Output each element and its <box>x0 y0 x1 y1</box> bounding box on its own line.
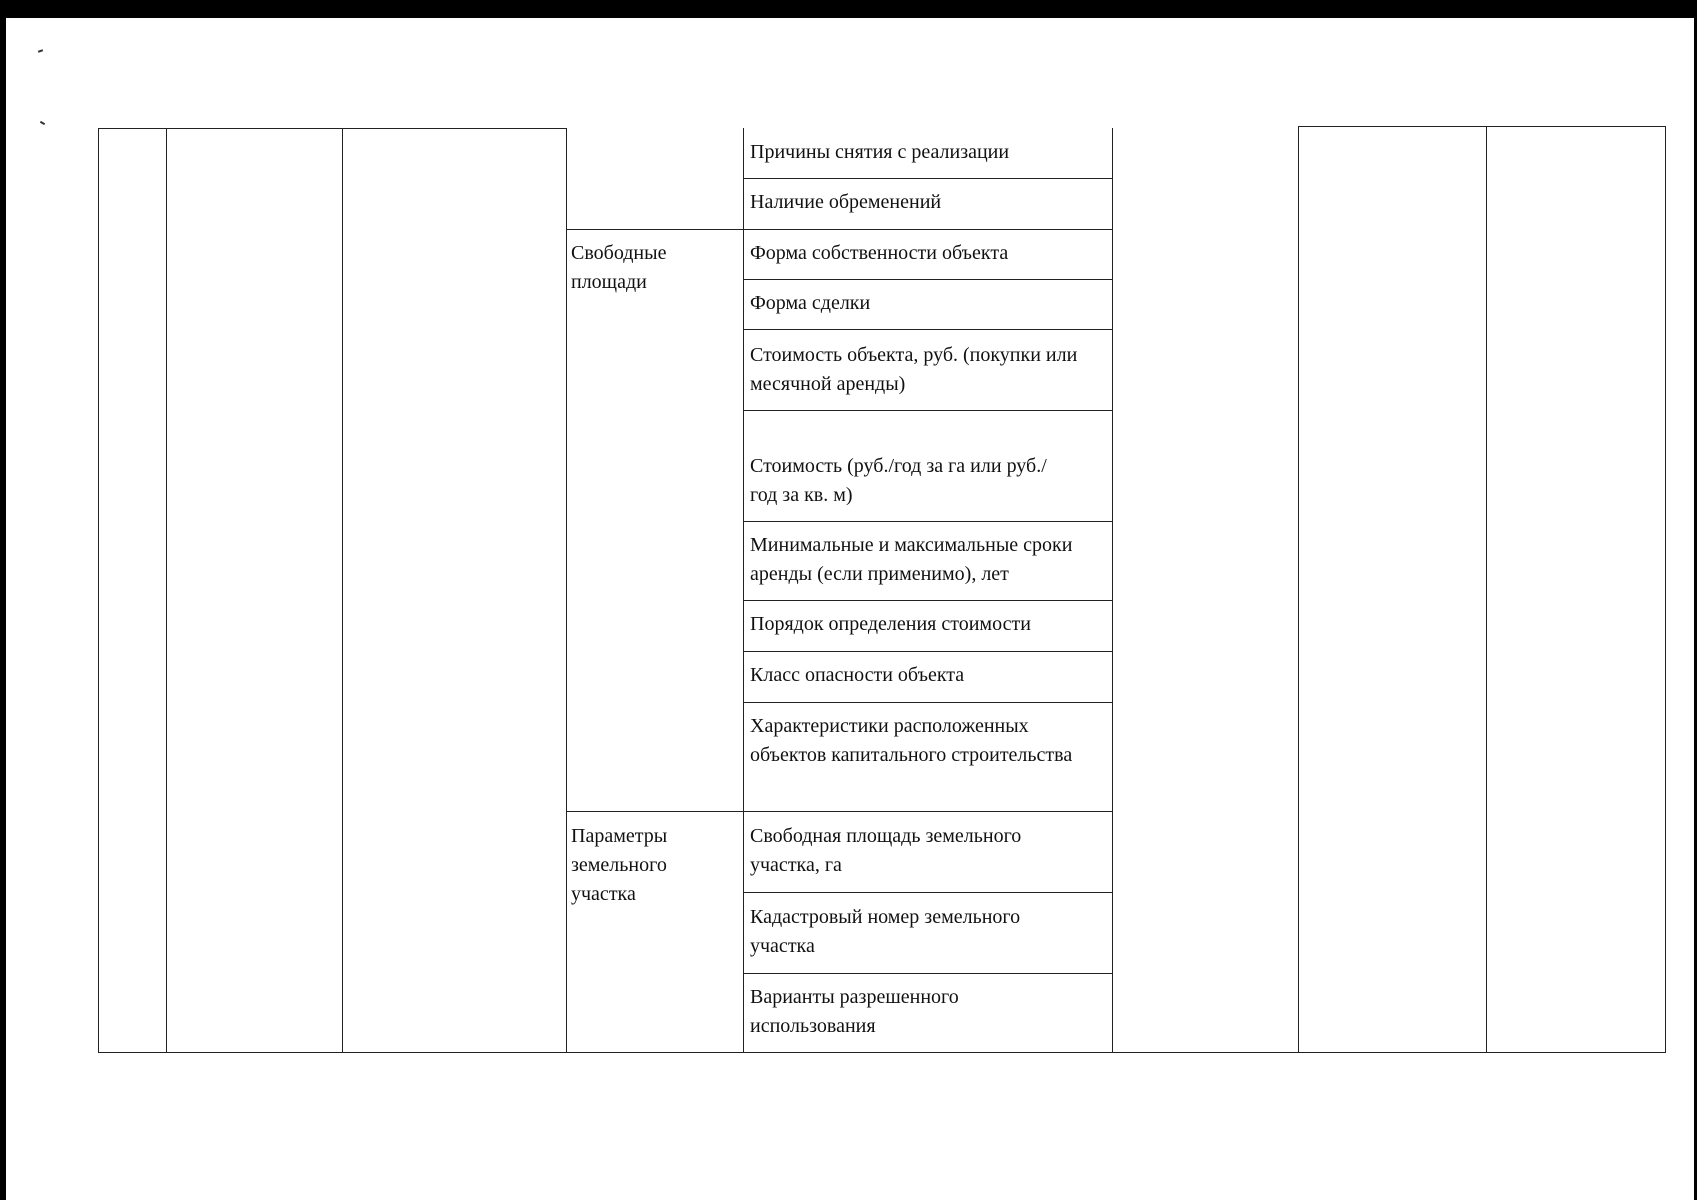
row-free-land-area: Свободная площадь земельного участка, га <box>750 825 1022 876</box>
row-divider <box>743 329 1113 330</box>
table-top-border <box>1298 126 1666 127</box>
column-border <box>743 128 744 1053</box>
column-border <box>566 128 567 1053</box>
group-divider <box>566 811 744 812</box>
column-border <box>166 128 167 1053</box>
row-cost-procedure: Порядок определения стоимости <box>750 613 1031 635</box>
row-hazard-class: Класс опасности объекта <box>750 664 965 686</box>
group-label-land-parameters: Параметры земельного участка <box>571 825 668 905</box>
row-divider <box>743 702 1113 703</box>
row-divider <box>743 892 1113 893</box>
row-divider <box>743 410 1113 411</box>
row-divider <box>743 600 1113 601</box>
row-object-cost: Стоимость объекта, руб. (покупки или месячной аренды) <box>750 344 1078 395</box>
scan-speck <box>40 121 45 125</box>
table-top-border <box>98 128 566 129</box>
row-divider <box>743 229 1113 230</box>
column-border <box>342 128 343 1053</box>
row-withdrawal-reasons: Причины снятия с реализации <box>750 141 1010 163</box>
column-border <box>98 128 99 1053</box>
group-label-free-areas: Свободные площади <box>571 242 667 293</box>
group-divider <box>566 229 744 230</box>
column-border <box>1298 126 1299 1053</box>
row-deal-form: Форма сделки <box>750 292 871 314</box>
row-divider <box>743 279 1113 280</box>
scan-left-border <box>0 18 6 1200</box>
scan-speck <box>38 49 43 53</box>
column-border <box>1486 126 1487 1053</box>
row-cost-per-area: Стоимость (руб./год за га или руб./год за кв. м) <box>750 455 1047 506</box>
row-encumbrances: Наличие обременений <box>750 191 942 213</box>
row-lease-terms: Минимальные и максимальные сроки аренды (если применимо), лет <box>750 534 1073 585</box>
row-ownership-form: Форма собственности объекта <box>750 242 1009 264</box>
row-cadastral-number: Кадастровый номер земельного участка <box>750 906 1021 957</box>
row-divider <box>743 973 1113 974</box>
column-border <box>1665 126 1666 1053</box>
column-border <box>1112 128 1113 1053</box>
row-divider <box>743 521 1113 522</box>
row-capital-construction: Характеристики расположенных объектов капитального строительства <box>750 715 1073 766</box>
row-divider <box>743 178 1113 179</box>
row-divider <box>743 651 1113 652</box>
row-permitted-use: Варианты разрешенного использования <box>750 986 959 1037</box>
scan-top-border <box>0 0 1697 18</box>
row-divider <box>743 811 1113 812</box>
table-bottom-border <box>98 1052 1666 1053</box>
